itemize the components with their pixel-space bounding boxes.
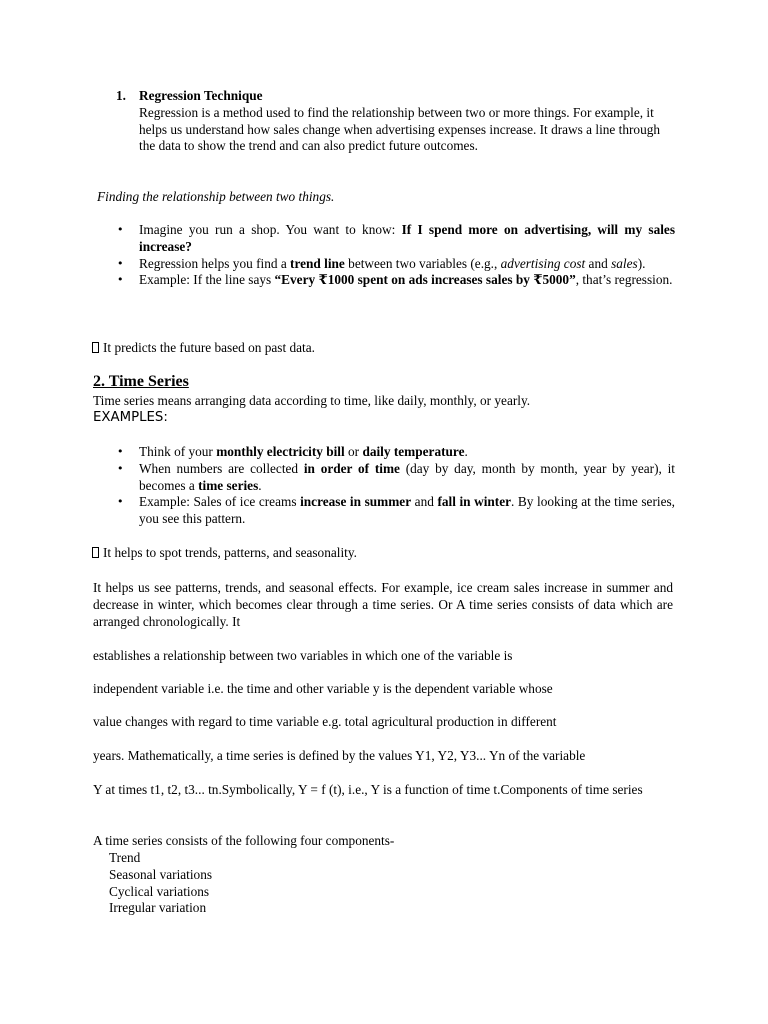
list-item: • Imagine you run a shop. You want to know: If I spend more on advertising, will my sales increase?: [139, 222, 675, 256]
components-list: [109, 850, 212, 917]
time-series-heading: 2. Time Series: [93, 373, 189, 390]
missing-glyph-icon: [92, 547, 99, 558]
regression-section: [116, 88, 676, 155]
list-number: 1.: [116, 88, 126, 103]
regression-bullet-list: [139, 222, 675, 289]
regression-paragraph: Regression is a method used to find the relationship between two or more things. For example, it helps us understand how sales change when advertising expenses increase. It draws a line through the data to show the trend and can also predict future outcomes.: [139, 104, 661, 154]
list-item: • Example: If the line says “Every ₹1000 spent on ads increases sales by ₹5000”, that’s regression.: [139, 272, 675, 289]
time-series-paragraph: establishes a relationship between two variables in which one of the variable is: [93, 648, 513, 663]
time-series-paragraph: independent variable i.e. the time and other variable y is the dependent variable whose: [93, 681, 553, 696]
time-series-paragraph: value changes with regard to time variable e.g. total agricultural production in different: [93, 714, 557, 729]
list-item: Irregular variation: [109, 900, 207, 916]
list-item: Cyclical variations: [109, 883, 210, 899]
list-item: • Think of your monthly electricity bill or daily temperature.: [139, 444, 675, 461]
regression-note: It predicts the future based on past data.: [92, 340, 315, 357]
time-series-description: Time series means arranging data according to time, like daily, monthly, or yearly.: [93, 393, 531, 408]
italic-subtitle: Finding the relationship between two things.: [97, 189, 335, 204]
list-item: Trend: [109, 850, 141, 865]
time-series-paragraph: years. Mathematically, a time series is defined by the values Y1, Y2, Y3... Yn of the variable: [93, 748, 586, 763]
time-series-note: It helps to spot trends, patterns, and seasonality.: [92, 545, 357, 562]
regression-heading: Regression Technique: [139, 88, 263, 103]
time-series-bullet-list: [139, 444, 675, 528]
time-series-paragraph: Y at times t1, t2, t3... tn.Symbolically, Y = f (t), i.e., Y is a function of time t.Components of time series: [93, 782, 643, 797]
list-item: • Regression helps you find a trend line between two variables (e.g., advertising cost and sales).: [139, 256, 675, 273]
missing-glyph-icon: [92, 342, 99, 353]
examples-label: EXAMPLES:: [93, 410, 168, 425]
list-item: • When numbers are collected in order of time (day by day, month by month, year by year), it becomes a time series.: [139, 461, 675, 495]
list-item: Seasonal variations: [109, 866, 213, 882]
components-intro: A time series consists of the following four components-: [93, 833, 395, 848]
list-item: • Example: Sales of ice creams increase in summer and fall in winter. By looking at the time series, you see this pattern.: [139, 494, 675, 528]
time-series-paragraph: It helps us see patterns, trends, and seasonal effects. For example, ice cream sales increase in summer and decrease in winter, which becomes clear through a time series. Or A time series consists of data which are arranged chronologically. It: [93, 580, 673, 629]
